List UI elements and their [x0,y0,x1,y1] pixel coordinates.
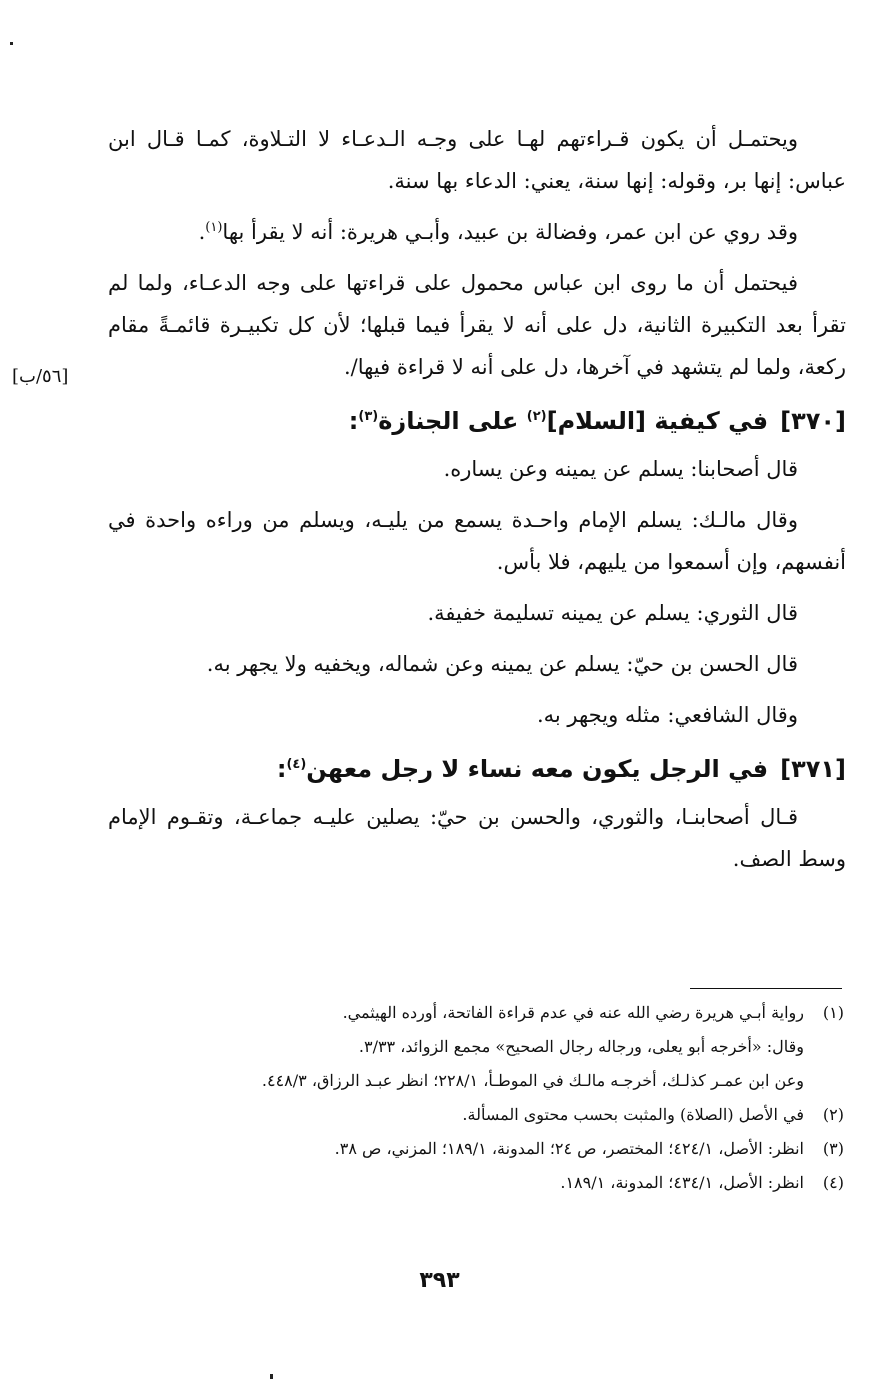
paragraph-2-end: . [198,220,206,244]
footnote-2 [118,1098,844,1132]
section-title-370-part-a: في كيفية [السلام] [546,407,769,435]
footnote-1-text: رواية أبـي هريرة رضي الله عنه في عدم قراءة الفاتحة، أورده الهيثمي. [342,1003,804,1022]
paragraph-2 [108,211,846,253]
section-title-371-end: : [276,755,287,783]
scan-speck-bottom [270,1374,273,1379]
footnote-3-number: (٣) [822,1139,844,1158]
section-title-370-end: : [348,407,359,435]
page-number: ٣٩٣ [419,1268,460,1293]
footnote-1 [118,996,844,1030]
main-text [108,118,846,880]
footnote-ref-4: (٤) [286,757,307,772]
footnote-ref-3: (٣) [358,409,379,424]
paragraph-4: قال أصحابنا: يسلم عن يمينه وعن يساره. [443,457,798,481]
paragraph-7: قال الحسن بن حيّ: يسلم عن يمينه وعن شماله، ويخفيه ولا يجهر به. [206,652,798,676]
section-heading-371 [108,744,846,794]
footnote-ref-1: (١) [205,220,223,235]
paragraph-1: ويحتمـل أن يكون قـراءتهم لهـا على وجـه الـدعـاء لا التـلاوة، كمـا قـال ابن عباس: إنها بر، وقوله: إنها سنة، يعني: الدعاء بها سنة. [108,127,846,193]
footnote-4-number: (٤) [822,1173,844,1192]
paragraph-2-text: وقد روي عن ابن عمر، وفضالة بن عبيد، وأبـي هريرة: أنه لا يقرأ بها [222,220,798,244]
section-title-370-part-b: على الجنازة [378,407,527,435]
scan-speck-top [10,42,13,45]
footnote-3 [118,1132,844,1166]
marginal-folio-note: [٥٦/ب] [12,366,69,387]
footnote-separator [690,988,842,989]
footnote-4-text: انظر: الأصل، ٤٣٤/١؛ المدونة، ١٨٩/١. [560,1173,804,1192]
footnote-2-text: في الأصل (الصلاة) والمثبت بحسب محتوى المسألة. [462,1105,804,1124]
paragraph-5: وقال مالـك: يسلم الإمام واحـدة يسمع من يليـه، ويسلم من وراءه واحدة في أنفسهم، وإن أسمعوا من يليهم، فلا بأس. [108,508,846,574]
footnote-ref-2: (٢) [526,409,547,424]
paragraph-9: قـال أصحابنـا، والثوري، والحسن بن حيّ: يصلين عليـه جماعـة، وتقـوم الإمام وسط الصف. [108,805,846,871]
footnote-3-text: انظر: الأصل، ٤٢٤/١؛ المختصر، ص ٢٤؛ المدونة، ١٨٩/١؛ المزني، ص ٣٨. [334,1139,804,1158]
footnotes [118,996,844,1200]
paragraph-6: قال الثوري: يسلم عن يمينه تسليمة خفيفة. [427,601,798,625]
footnote-2-number: (٢) [822,1105,844,1124]
paragraph-8: وقال الشافعي: مثله ويجهر به. [536,703,798,727]
footnote-4 [118,1166,844,1200]
section-number-370: [٣٧٠] [780,407,846,435]
paragraph-3: فيحتمل أن ما روى ابن عباس محمول على قراءتها على وجه الدعـاء، ولما لم تقرأ بعد التكبيرة الثانية، دل على أنه لا يقرأ فيما قبلها؛ لأن كل تكبيـرة قائمـةً مقام ركعة، ولما لم يتشهد في آخرها، دل على أنه لا قراءة فيها/. [108,271,846,379]
section-title-371: في الرجل يكون معه نساء لا رجل معهن [306,755,769,783]
footnote-1-number: (١) [822,1003,844,1022]
section-heading-370 [108,396,846,446]
footnote-1-line-3: وعن ابن عمـر كذلـك، أخرجـه مالـك في الموطـأ، ٢٢٨/١؛ انظر عبـد الرزاق، ٤٤٨/٣. [261,1071,804,1090]
footnote-1-line-2: وقال: «أخرجه أبو يعلى، ورجاله رجال الصحيح» مجمع الزوائد، ٣/٣٣. [358,1037,804,1056]
section-number-371: [٣٧١] [780,755,846,783]
